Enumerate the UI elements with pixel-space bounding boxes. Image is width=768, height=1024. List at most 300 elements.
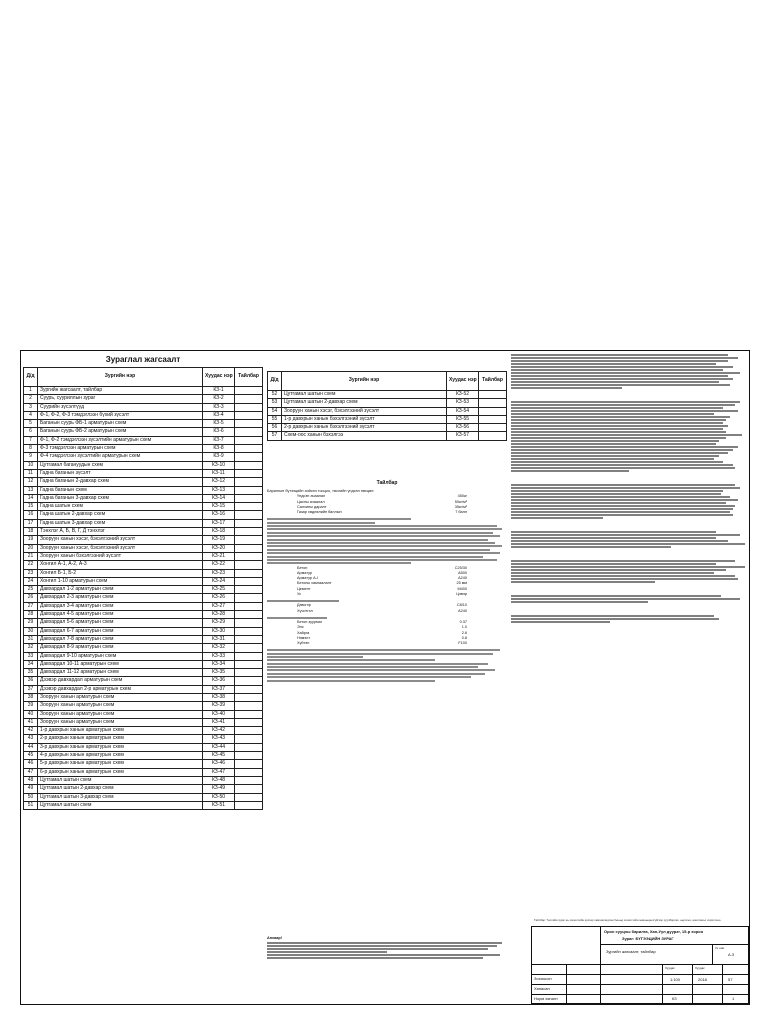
row-note <box>479 399 507 407</box>
row-name: Зооруун ханын бэхэлгээний зүсэлт <box>38 552 203 560</box>
table-row <box>24 602 263 610</box>
table-row <box>24 793 263 801</box>
table-row <box>24 743 263 751</box>
row-number: 47 <box>24 768 38 776</box>
row-number: 32 <box>24 644 38 652</box>
param-value: C8/10 <box>456 603 467 608</box>
role-label: Норм хяналт <box>534 996 558 1001</box>
row-name: 5-р давхрын ханын арматурын схем <box>38 760 203 768</box>
param-value: 0.8 <box>461 635 467 640</box>
sheet-title: Зургийн жагсаалт, тайлбар <box>606 949 656 954</box>
row-note <box>235 552 263 560</box>
param-key: Цасны ачаалал <box>297 499 325 504</box>
row-sheet-code: КЗ-50 <box>203 793 235 801</box>
param-value: 50кг/м² <box>454 499 467 504</box>
row-number: 1 <box>24 387 38 395</box>
row-note <box>235 445 263 453</box>
row-name: Давхардал 10-11 арматурын схем <box>38 660 203 668</box>
row-name: 2-р давхрын ханын арматурын схем <box>38 735 203 743</box>
register-left <box>23 353 263 810</box>
row-sheet-code: КЗ-53 <box>447 399 479 407</box>
param-value: A500 <box>458 570 467 575</box>
row-sheet-code: КЗ-3 <box>203 403 235 411</box>
table-row <box>24 428 263 436</box>
table-row <box>24 411 263 419</box>
row-name: Гадна баганын схем <box>38 486 203 494</box>
table-row <box>24 577 263 585</box>
row-number: 5 <box>24 420 38 428</box>
row-number: 23 <box>24 569 38 577</box>
row-number: 40 <box>24 710 38 718</box>
param-value: Цэвэр <box>456 591 467 596</box>
row-note <box>235 693 263 701</box>
row-sheet-code: КЗ-36 <box>203 677 235 685</box>
table-row <box>24 619 263 627</box>
row-note <box>235 577 263 585</box>
row-note <box>235 776 263 784</box>
row-number: 46 <box>24 760 38 768</box>
row-sheet-code: КЗ-9 <box>203 453 235 461</box>
row-note <box>235 702 263 710</box>
table-row <box>24 752 263 760</box>
row-sheet-code: КЗ-54 <box>447 407 479 415</box>
table-row <box>24 627 263 635</box>
row-name: Дээвэр давхардал арматурын схем <box>38 677 203 685</box>
row-note <box>479 391 507 399</box>
row-sheet-code: КЗ-27 <box>203 602 235 610</box>
table-row <box>24 768 263 776</box>
table-row <box>24 486 263 494</box>
footnote-label: Анхаар! <box>267 936 282 940</box>
col-note: Тайлбар <box>479 372 507 391</box>
row-number: 29 <box>24 619 38 627</box>
row-note <box>235 519 263 527</box>
row-name: Дээвэр давхардал 2-р арматурын схем <box>38 685 203 693</box>
row-name: Суурийн зүсэлтүүд <box>38 403 203 411</box>
row-number: 7 <box>24 436 38 444</box>
row-name: Гадна баганын 3-давхар схем <box>38 494 203 502</box>
param-value: C25/30 <box>454 565 467 570</box>
sheets-value: 57 <box>728 977 733 982</box>
row-note <box>235 528 263 536</box>
row-sheet-code: КЗ-24 <box>203 577 235 585</box>
row-note <box>235 760 263 768</box>
row-number: 20 <box>24 544 38 552</box>
col-num: Д/д <box>24 368 38 387</box>
row-sheet-code: КЗ-49 <box>203 785 235 793</box>
row-sheet-code: КЗ-37 <box>203 685 235 693</box>
table-row <box>24 611 263 619</box>
row-name: Гадна шатын 2-давхар схем <box>38 511 203 519</box>
row-sheet-code: КЗ-20 <box>203 544 235 552</box>
row-name: Давхардал 4-5 арматурын схем <box>38 611 203 619</box>
row-number: 49 <box>24 785 38 793</box>
row-number: 19 <box>24 536 38 544</box>
stage-label: Үе шат <box>715 946 725 950</box>
row-name: Зооруун ханын арматурын схем <box>38 693 203 701</box>
notes-param <box>267 641 507 646</box>
table-row <box>24 387 263 395</box>
row-number: 33 <box>24 652 38 660</box>
row-note <box>235 611 263 619</box>
param-key: Нэмэлт <box>297 635 311 640</box>
notes-param <box>267 510 507 515</box>
row-name: Ф-3 тэмдэглээн арматурын схем <box>38 445 203 453</box>
param-value: 35кг/м² <box>454 504 467 509</box>
table-row <box>268 424 507 432</box>
row-name: Зургийн жагсаалт, тайлбар <box>38 387 203 395</box>
row-number: 43 <box>24 735 38 743</box>
row-number: 15 <box>24 503 38 511</box>
row-number: 53 <box>268 399 282 407</box>
row-number: 14 <box>24 494 38 502</box>
row-name: Зооруун ханын арматурын схем <box>38 702 203 710</box>
row-sheet-code: КЗ-43 <box>203 735 235 743</box>
row-note <box>235 561 263 569</box>
row-note <box>479 415 507 423</box>
row-sheet-code: КЗ-16 <box>203 511 235 519</box>
row-number: 35 <box>24 669 38 677</box>
table-row <box>268 432 507 440</box>
row-note <box>235 453 263 461</box>
row-name: Ф-1, Ф-2, Ф-3 тэмдэглээн бүхий зүсэлт <box>38 411 203 419</box>
row-note <box>235 469 263 477</box>
row-sheet-code: КЗ-15 <box>203 503 235 511</box>
row-number: 10 <box>24 461 38 469</box>
specification-text <box>511 353 747 634</box>
row-note <box>235 478 263 486</box>
row-number: 44 <box>24 743 38 751</box>
param-key: Бетон зуурмаг <box>297 620 323 625</box>
row-note <box>235 685 263 693</box>
row-number: 28 <box>24 611 38 619</box>
row-note <box>235 536 263 544</box>
row-sheet-code: КЗ-56 <box>447 424 479 432</box>
sheet-label: Хуудас <box>665 966 675 970</box>
table-row <box>24 569 263 577</box>
row-sheet-code: КЗ-38 <box>203 693 235 701</box>
row-sheet-code: КЗ-42 <box>203 727 235 735</box>
notes-paragraph <box>267 518 507 564</box>
row-number: 3 <box>24 403 38 411</box>
row-name: Схем-оос ханын бэхэлгээ <box>282 432 447 440</box>
row-sheet-code: КЗ-2 <box>203 395 235 403</box>
table-row <box>24 528 263 536</box>
param-key: Хүйтэн <box>297 640 310 645</box>
object-name: Орон сууцны барилга, Хан-Уул дүүрэг, 15-р хороо <box>604 929 704 934</box>
table-row <box>24 436 263 444</box>
row-number: 45 <box>24 752 38 760</box>
stage-value: А.З <box>728 952 735 957</box>
row-sheet-code: КЗ-40 <box>203 710 235 718</box>
row-name: Цутгамал шатын схем <box>38 801 203 809</box>
row-sheet-code: КЗ-13 <box>203 486 235 494</box>
row-note <box>235 569 263 577</box>
row-name: Хонгил Б-1, Б-2 <box>38 569 203 577</box>
row-name: Гадна шатын схем <box>38 503 203 511</box>
table-row <box>24 685 263 693</box>
row-note <box>235 403 263 411</box>
row-number: 17 <box>24 519 38 527</box>
row-sheet-code: КЗ-33 <box>203 652 235 660</box>
row-note <box>235 395 263 403</box>
row-note <box>479 432 507 440</box>
table-row <box>24 693 263 701</box>
row-number: 18 <box>24 528 38 536</box>
param-key: Арматур A-I <box>297 576 318 581</box>
row-name: Хонгил А-1, А-2, А-3 <box>38 561 203 569</box>
table-row <box>24 710 263 718</box>
table-row <box>24 776 263 784</box>
title-block <box>531 918 749 1004</box>
col-note: Тайлбар <box>235 368 263 387</box>
row-number: 37 <box>24 685 38 693</box>
row-number: 16 <box>24 511 38 519</box>
param-value: A240 <box>458 608 467 613</box>
row-name: Зооруун ханын хэсэг, бэхэлгээний зүсэлт <box>282 407 447 415</box>
table-row <box>24 420 263 428</box>
table-row <box>24 544 263 552</box>
row-sheet-code: КЗ-29 <box>203 619 235 627</box>
row-sheet-code: КЗ-1 <box>203 387 235 395</box>
table-row <box>268 407 507 415</box>
row-name: Зооруун ханын арматурын схем <box>38 710 203 718</box>
row-name: 2-р давхрын ханын бэхэлгээний зүсэлт <box>282 424 447 432</box>
table-row <box>24 511 263 519</box>
row-name: Баганын суурь ФБ-2 арматурын схем <box>38 428 203 436</box>
row-number: 36 <box>24 677 38 685</box>
row-sheet-code: КЗ-31 <box>203 635 235 643</box>
row-note <box>235 785 263 793</box>
row-sheet-code: КЗ-19 <box>203 536 235 544</box>
table-row <box>24 503 263 511</box>
row-name: 1-р давхрын ханын арматурын схем <box>38 727 203 735</box>
row-note <box>235 420 263 428</box>
row-note <box>235 801 263 809</box>
row-sheet-code: КЗ-11 <box>203 469 235 477</box>
row-sheet-code: КЗ-7 <box>203 436 235 444</box>
row-note <box>235 669 263 677</box>
param-value: 1.0 <box>461 625 467 630</box>
row-note <box>235 718 263 726</box>
row-name: Баганын суурь ФБ-1 арматурын схем <box>38 420 203 428</box>
param-value: 7 балл <box>455 510 467 515</box>
row-name: Давхардал 7-8 арматурын схем <box>38 635 203 643</box>
param-key: Газар хөдлөлийн баллын <box>297 510 342 515</box>
row-name: Гадна баганын 2-давхар схем <box>38 478 203 486</box>
row-note <box>479 407 507 415</box>
notes-param <box>267 609 507 614</box>
table-row <box>24 669 263 677</box>
row-note <box>235 387 263 395</box>
row-sheet-code: КЗ-12 <box>203 478 235 486</box>
row-sheet-code: КЗ-23 <box>203 569 235 577</box>
row-sheet-code: КЗ-21 <box>203 552 235 560</box>
row-number: 39 <box>24 702 38 710</box>
table-row <box>24 453 263 461</box>
row-note <box>235 710 263 718</box>
row-note <box>235 586 263 594</box>
notes-intro: Барилгын бүтээцийн хийсэн тооцоо, төслийн үндсэн нөхцөл: <box>267 489 375 494</box>
table-row <box>24 395 263 403</box>
row-sheet-code: КЗ-57 <box>447 432 479 440</box>
row-number: 9 <box>24 453 38 461</box>
row-note <box>235 486 263 494</box>
row-number: 54 <box>268 407 282 415</box>
param-key: Арматур <box>297 570 313 575</box>
project-name: Зураг: БҮТЭЭЦИЙН ЗУРАГ <box>622 936 674 941</box>
param-value: 25 мм <box>456 581 467 586</box>
col-name: Зургийн нэр <box>282 372 447 391</box>
row-sheet-code: КЗ-41 <box>203 718 235 726</box>
row-number: 38 <box>24 693 38 701</box>
param-key: Цемент <box>297 586 311 591</box>
param-value: 450кг <box>457 494 467 499</box>
table-row <box>24 718 263 726</box>
row-number: 25 <box>24 586 38 594</box>
table-row <box>24 561 263 569</box>
table-row <box>24 635 263 643</box>
param-key: Ус <box>297 591 302 596</box>
row-number: 12 <box>24 478 38 486</box>
param-key: Хүчитгэл <box>297 608 313 613</box>
table-row <box>24 445 263 453</box>
row-name: Давхардал 6-7 арматурын схем <box>38 627 203 635</box>
row-note <box>235 735 263 743</box>
col-sheet: Хуудас нэр <box>447 372 479 391</box>
param-key: Бетоны хамгаалалт <box>297 581 332 586</box>
table-row <box>24 801 263 809</box>
row-number: 48 <box>24 776 38 784</box>
row-sheet-code: КЗ-28 <box>203 611 235 619</box>
row-name: 3-р давхрын ханын арматурын схем <box>38 743 203 751</box>
table-row <box>24 552 263 560</box>
row-name: Суурь, сууриллын зураг <box>38 395 203 403</box>
role-label: Зохиосон <box>534 976 552 981</box>
row-note <box>235 544 263 552</box>
row-name: Давхардал 1-2 арматурын схем <box>38 586 203 594</box>
table-row <box>24 586 263 594</box>
table-row <box>24 536 263 544</box>
row-name: Цутгамал шатын схем <box>282 391 447 399</box>
row-name: Гадна шатын 3-давхар схем <box>38 519 203 527</box>
row-note <box>235 677 263 685</box>
row-name: Ф-4 тэмдэглээн зүсэлтийн арматурын схем <box>38 453 203 461</box>
row-number: 50 <box>24 793 38 801</box>
row-number: 34 <box>24 660 38 668</box>
row-number: 13 <box>24 486 38 494</box>
row-name: Цутгамал шатын 3-давхар схем <box>38 793 203 801</box>
row-name: Давхардал 5-6 арматурын схем <box>38 619 203 627</box>
row-note <box>235 461 263 469</box>
row-note <box>235 660 263 668</box>
table-row <box>24 702 263 710</box>
scale-value: 1:100 <box>670 977 681 982</box>
row-note <box>235 594 263 602</box>
row-number: 11 <box>24 469 38 477</box>
row-sheet-code: КЗ-45 <box>203 752 235 760</box>
sheets-label: Хуудас <box>695 966 705 970</box>
table-row <box>24 652 263 660</box>
row-name: Тэнхлэг А, Б, В, Г, Д тэнхлэг <box>38 528 203 536</box>
footnote <box>267 936 507 960</box>
row-sheet-code: КЗ-10 <box>203 461 235 469</box>
row-name: Цутгамал шатын 2-давхар схем <box>282 399 447 407</box>
row-note <box>235 635 263 643</box>
row-name: Зооруун ханын хэсэг, бэхэлгээний зүсэлт <box>38 536 203 544</box>
row-number: 6 <box>24 428 38 436</box>
register-table-left <box>23 367 263 810</box>
row-note <box>235 511 263 519</box>
row-number: 22 <box>24 561 38 569</box>
row-name: Зооруун ханын арматурын схем <box>38 718 203 726</box>
row-sheet-code: КЗ-51 <box>203 801 235 809</box>
row-note <box>235 768 263 776</box>
sheet-value: 1 <box>732 996 735 1001</box>
row-name: Хонгил 1-10 арматурын схем <box>38 577 203 585</box>
row-number: 30 <box>24 627 38 635</box>
table-row <box>24 519 263 527</box>
row-note <box>235 752 263 760</box>
row-name: Цутгамал багануудын схем <box>38 461 203 469</box>
register-right <box>267 371 507 441</box>
row-note <box>235 428 263 436</box>
row-note <box>235 644 263 652</box>
row-sheet-code: КЗ-26 <box>203 594 235 602</box>
row-note <box>479 424 507 432</box>
row-number: 24 <box>24 577 38 585</box>
notes-title: Тайлбар <box>376 480 398 486</box>
row-note <box>235 619 263 627</box>
row-sheet-code: КЗ-47 <box>203 768 235 776</box>
year-value: 2018 <box>698 977 707 982</box>
param-key: Дэвсгэр <box>297 603 311 608</box>
row-sheet-code: КЗ-34 <box>203 660 235 668</box>
row-sheet-code: КЗ-55 <box>447 415 479 423</box>
row-sheet-code: КЗ-18 <box>203 528 235 536</box>
param-value: M400 <box>457 586 467 591</box>
row-sheet-code: КЗ-46 <box>203 760 235 768</box>
row-number: 21 <box>24 552 38 560</box>
row-number: 41 <box>24 718 38 726</box>
row-sheet-code: КЗ-39 <box>203 702 235 710</box>
row-name: Давхардал 11-12 арматурын схем <box>38 669 203 677</box>
row-name: Цутгамал шатын схем <box>38 776 203 784</box>
row-number: 26 <box>24 594 38 602</box>
table-row <box>24 478 263 486</box>
table-row <box>268 391 507 399</box>
row-number: 8 <box>24 445 38 453</box>
sheet-code: КЗ <box>672 996 677 1001</box>
row-sheet-code: КЗ-32 <box>203 644 235 652</box>
row-sheet-code: КЗ-14 <box>203 494 235 502</box>
register-table-right <box>267 371 507 441</box>
row-name: Гадна баганын зүсэлт <box>38 469 203 477</box>
col-sheet: Хуудас нэр <box>203 368 235 387</box>
title-block-note: Тайлбар: Төслийн зураг нь зохиогчийн эрхээр хамгаалагдсан бөгөөд зохиогчийн зөвшөөрөлгүйгээр хуулбарлах, өөрчлөх, ашиглахыг хориглоно. <box>534 918 722 922</box>
table-row <box>24 735 263 743</box>
table-row <box>24 403 263 411</box>
param-key: Хайрга <box>297 630 310 635</box>
table-row <box>24 494 263 502</box>
row-name: Давхардал 8-9 арматурын схем <box>38 644 203 652</box>
row-name: Зооруун ханын хэсэг, бэхэлгээний зүсэлт <box>38 544 203 552</box>
param-key: Элс <box>297 625 304 630</box>
row-name: 4-р давхрын ханын арматурын схем <box>38 752 203 760</box>
table-row <box>24 594 263 602</box>
row-note <box>235 743 263 751</box>
param-key: Салхины даралт <box>297 504 327 509</box>
